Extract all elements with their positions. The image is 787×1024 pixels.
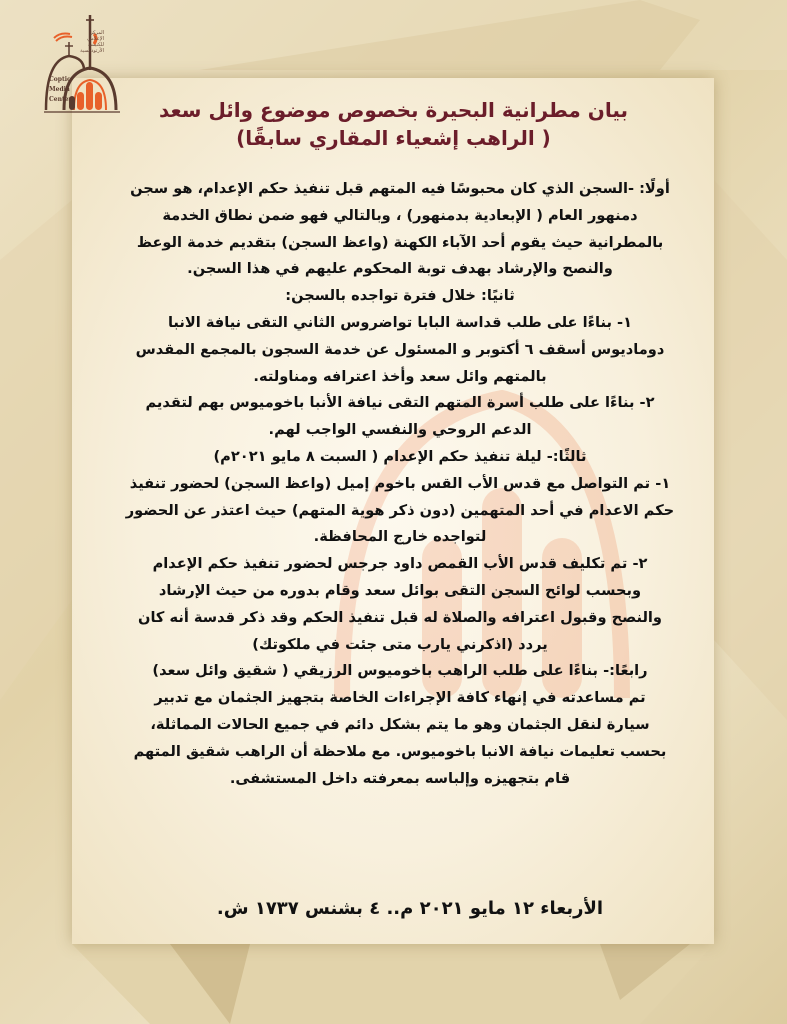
body-line: دمنهور العام ( الإبعادية بدمنهور) ، وبالتالي فهو ضمن نطاق الخدمة [162, 206, 638, 224]
body-line: والنصح وقبول اعترافه والصلاة له قبل تنفيذ الحكم وقد ذكر قدسة أنه كان [138, 608, 662, 626]
body-line: ١- تم التواصل مع قدس الأب القس باخوم إميل (واعظ السجن) لحضور تنفيذ [129, 474, 671, 492]
body-line: والنصح والإرشاد بهدف توبة المحكوم عليهم في هذا السجن. [187, 260, 613, 278]
body-line: ٢- تم تكليف قدس الأب القمص داود جرجس لحضور تنفيذ حكم الإعدام [152, 555, 648, 573]
logo-arabic-text: المركز الإعلامي للكنيسة الأرثوذكسية [80, 30, 104, 54]
body-line: الدعم الروحي والنفسي الواجب لهم. [268, 421, 532, 439]
section-heading: رابعًا:- بناءًا على طلب الراهب باخوميوس الرزيقي ( شقيق وائل سعد) [152, 662, 648, 680]
body-line: بحسب تعليمات نيافة الانبا باخوميوس. مع ملاحظة أن الراهب شقيق المتهم [133, 742, 667, 760]
section-heading: ثانيًا: خلال فترة تواجده بالسجن: [285, 287, 515, 305]
body-line: لتواجده خارج المحافظة. [313, 528, 487, 546]
body-line: تم مساعدته في إنهاء كافة الإجراءات الخاصة بتجهيز الجثمان مع تدبير [154, 689, 646, 707]
body-line: ١- بناءًا على طلب قداسة البابا تواضروس الثاني التقى نيافة الانبا [167, 313, 633, 331]
body-line: بالمتهم وائل سعد وأخذ اعترافه ومناولته. [253, 367, 547, 385]
body-line: يردد (اذكرني يارب متى جئت في ملكوتك) [252, 635, 548, 653]
logo-word-coptic: Coptic [49, 76, 71, 83]
title-line-1: بيان مطرانية البحيرة بخصوص موضوع وائل سعد [158, 98, 629, 122]
statement-title [100, 96, 687, 152]
body-line: قام بتجهيزه وإلباسه بمعرفته داخل المستشفى. [229, 769, 571, 787]
title-line-2: ( الراهب إشعياء المقاري سابقًا) [236, 126, 551, 150]
body-line: وبحسب لوائح السجن التقى بوائل سعد وقام بدوره من حيث الإرشاد [158, 581, 642, 599]
body-line: حكم الاعدام في أحد المتهمين (دون ذكر هوية المتهم) حيث اعتذر عن الحضور [125, 501, 675, 519]
logo-word-media: Media [49, 86, 70, 93]
body-line: أولًا: -السجن الذي كان محبوسًا فيه المتهم قبل تنفيذ حكم الإعدام، هو سجن [130, 180, 670, 197]
statement-body [100, 176, 700, 792]
statement-date: الأربعاء ١٢ مايو ٢٠٢١ م.. ٤ بشنس ١٧٣٧ ش. [216, 898, 604, 919]
body-line: سيارة لنقل الجثمان وهو ما يتم بشكل دائم في جميع الحالات المماثلة، [150, 715, 650, 733]
section-heading: ثالثًا:- ليلة تنفيذ حكم الإعدام ( السبت ٨ مايو ٢٠٢١م) [213, 447, 587, 465]
body-line: ٢- بناءًا على طلب أسرة المتهم التقى نيافة الأنبا باخوميوس بهم لتقديم [145, 394, 655, 412]
logo-english-text [49, 75, 72, 105]
body-line: دوماديوس أسقف ٦ أكتوبر و المسئول عن خدمة السجون بالمجمع المقدس [135, 340, 665, 358]
logo-word-center: Center [49, 96, 72, 103]
body-line: بالمطرانية حيث يقوم أحد الآباء الكهنة (واعظ السجن) بتقديم خدمة الوعظ [136, 233, 664, 251]
